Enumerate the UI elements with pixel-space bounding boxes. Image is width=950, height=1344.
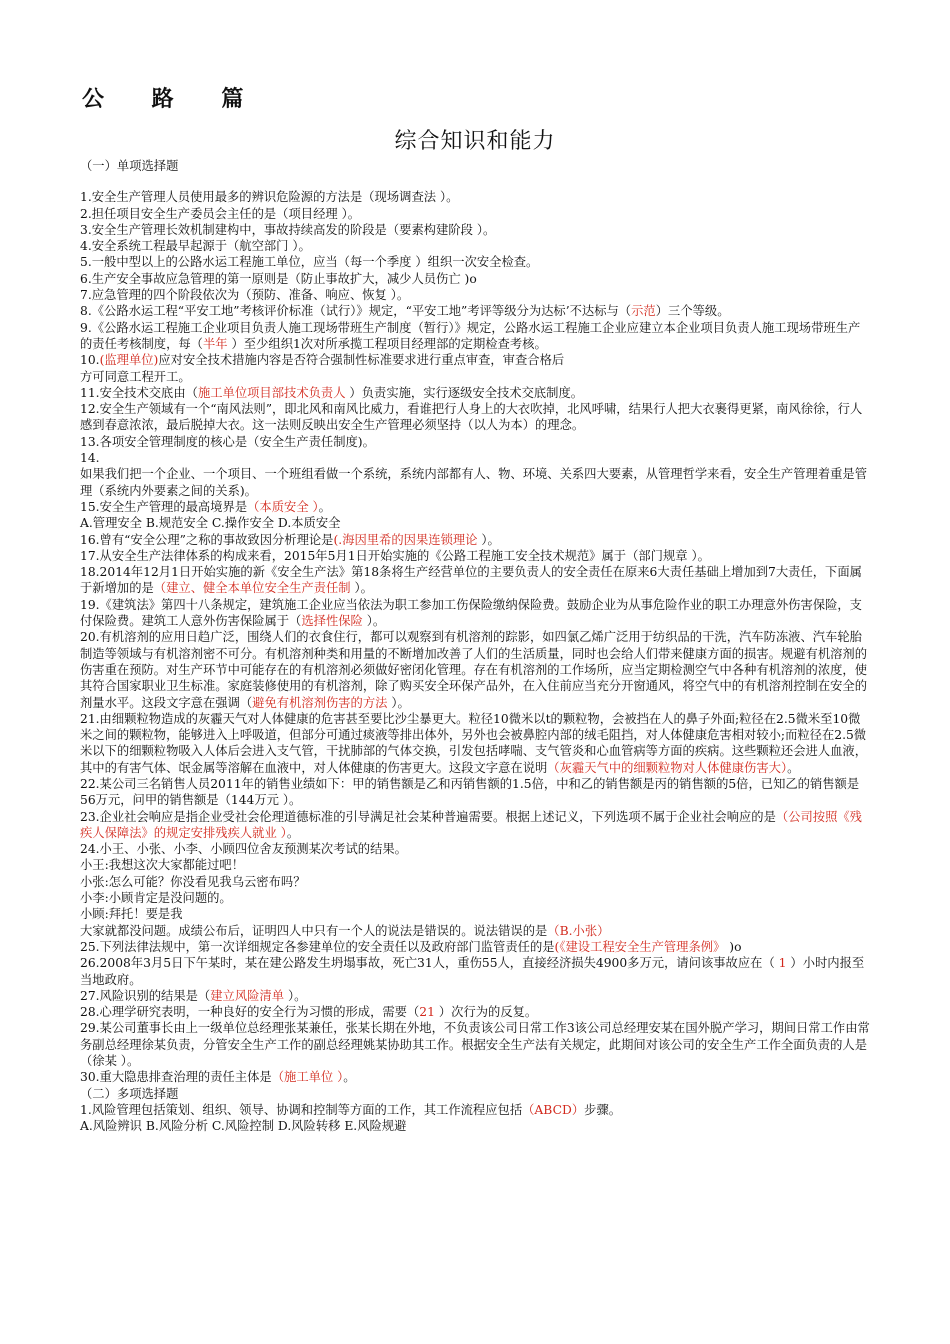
question-10-continued: 方可同意工程开工。 <box>80 369 191 384</box>
question-17: 17.从安全生产法律体系的构成来看，2015年5月1日开始实施的《公路工程施工安全技术规范》属于（部门规章 ）。 <box>80 548 710 563</box>
question-text: 步骤。 <box>584 1102 622 1117</box>
question-21 <box>80 711 870 776</box>
answer-highlight: （ABCD） <box>522 1102 585 1117</box>
question-text: ）。 <box>387 695 410 710</box>
question-text: ）负责实施，实行逐级安全技术交底制度。 <box>345 385 584 400</box>
question-13: 13.各项安全管理制度的核心是（安全生产责任制度)。 <box>80 434 375 449</box>
question-text: 1.风险管理包括策划、组织、领导、协调和控制等方面的工作，其工作流程应包括 <box>80 1102 523 1117</box>
question-text: ）。 <box>362 614 386 629</box>
question-4: 4.安全系统工程最早起源于（航空部门 ）。 <box>80 239 311 254</box>
question-22: 22.某公司三名销售人员2011年的销售业绩如下：甲的销售额是乙和丙销售额的1.5倍，中和乙的销售额是丙的销售额的5倍，已知乙的销售额是56万元，问甲的销售额是（144万元 ）。 <box>80 776 860 808</box>
question-text: 。 <box>318 499 331 514</box>
question-list <box>80 158 870 1135</box>
question-12: 12.安全生产领域有一个“南风法则”，即北风和南风比威力，看谁把行人身上的大衣吹掉，北风呼啸，结果行人把大衣裹得更紧，南风徐徐，行人感到春意浓浓，最后脱掉大衣。这一法则反映出安全生产管理必须坚持（以人为本）的理念。 <box>80 402 863 433</box>
question-text: ）次行为的反复。 <box>434 1005 538 1020</box>
question-text: ）。 <box>284 988 307 1003</box>
question-3: 3.安全生产管理长效机制建构中，事故持续高发的阶段是（要素构建阶段 ）。 <box>80 222 496 237</box>
question-14: 如果我们把一个企业、一个项目、一个班组看做一个系统，系统内部都有人、物、环境、关系四大要素，从管理哲学来看，安全生产管理着重是管理（系统内外要素之间的关系)。 <box>80 467 868 498</box>
question-text: 23.企业社会响应是指企业受社会伦理道德标准的引导满足社会某种普遍需要。根据上述记义，下列选项不属于企业社会响应的是 <box>80 809 776 824</box>
question-18 <box>80 564 870 597</box>
answer-highlight: 21 <box>419 1005 435 1020</box>
question-20 <box>80 629 870 710</box>
question-15-options: A.管理安全 B.规范安全 C.操作安全 D.本质安全 <box>80 516 341 531</box>
answer-highlight: 建立风险清单 <box>210 988 285 1003</box>
question-text: 。 <box>286 825 300 840</box>
question-8 <box>80 303 870 319</box>
question-text: 21.由细颗粒物造成的灰霾天气对人体健康的危害甚至要比沙尘暴更大。粒径10微米以t的颗粒物，会被挡在人的鼻子外面;粒径在2.5微米至10微米之间的颗粒物，能够进入上呼吸道，但部分可通过痰液等排出体外，另外也会被鼻腔内部的绒毛阻挡，对人体健康危害相对较小;而粒径在2.5微米以下的细颗粒物吸入人体后会进入支气管，干扰肺部的气体交换，引发包括哮喘、支气管炎和心血管病等方面的疾病。这些颗粒还会进人血液，其中的有害气体、氓金属等溶解在血液中，对人体健康的伤害更大。这段文字意在说明 <box>80 711 868 775</box>
question-text: ）至少组织1次对所承揽工程项目经理部的定期检查考核。 <box>227 336 547 351</box>
question-text: 30.重大隐患排查治理的责任主体是 <box>80 1070 272 1085</box>
question-text: 大家就都没问题。成绩公布后，证明四人中只有一个人的说法是错误的。说法错误的是 <box>80 923 548 938</box>
answer-highlight: （灰霾天气中的细颗粒物对人体健康伤害大） <box>547 760 788 775</box>
question-text: ）三个等级。 <box>655 304 730 319</box>
question-24: 24.小王、小张、小李、小顾四位舍友预测某次考试的结果。 <box>80 842 407 857</box>
answer-highlight: 选择性保险 <box>301 614 363 629</box>
question-text: 20.有机溶剂的应用日趋广泛，围绕人们的衣食住行，都可以观察到有机溶剂的踪影，如四氯乙烯广泛用于纺织品的干洗，汽车防冻液、汽车轮胎制造等领域与有机溶剂密不可分。有机溶剂种类和用量的不断增加改善了人们的生活质量，同时也会给人们带来健康方面的损害。规避有机溶剂的伤害重在预防。对生产环节中可能存在的有机溶剂必须做好密闭化管理。存在有机溶剂的工作场所，应当定期检测空气中各种有机溶剂的浓度，使其符合国家职业卫生标准。家庭装修使用的有机溶剂，除了购买安全环保产品外，在入住前应当充分开窗通风，将空气中的有机溶剂控制在安全的剂量水平。这段文字意在强调（ <box>80 630 868 710</box>
multi-question-1 <box>80 1102 870 1118</box>
question-30 <box>80 1069 870 1085</box>
question-1: 1.安全生产管理人员使用最多的辨识危险源的方法是（现场调查法 ）。 <box>80 190 459 205</box>
question-14-number: 14. <box>80 451 100 466</box>
answer-highlight: 施工单位项目部技术负责人 <box>197 385 346 400</box>
answer-highlight: 1 <box>778 956 787 971</box>
chapter-heading: 公 路 篇 <box>82 87 264 112</box>
answer-highlight: (监理单位) <box>99 353 159 368</box>
question-29: 29.某公司董事长由上一级单位总经理张某兼任，张某长期在外地，不负责该公司日常工作3该公司总经理安某在国外脱产学习，期间日常工作由常务副总经理徐某负责，分管安全生产工作的副总经理姚某协助其工作。根据安全生产法有关规定，此期间对该公司的安全生产工作全面负责的人是（徐某 ）。 <box>80 1021 870 1069</box>
question-24-line: 小顾:拜托！要是我 <box>80 907 183 922</box>
question-text: 28.心理学研究表明，一种良好的安全行为习惯的形成，需要（ <box>80 1005 420 1020</box>
answer-highlight: （建立、健全本单位安全生产责任制 <box>153 581 351 596</box>
answer-highlight: （公司按照《残疾人保障法》的规定安排残疾人就业 ） <box>80 809 862 840</box>
section-heading-multiple-choice: （二）多项选择题 <box>80 1086 179 1101</box>
question-6: 6.生产安全事故应急管理的第一原则是（防止事故扩大，减少人员伤亡 )o <box>80 271 477 286</box>
question-10 <box>80 352 870 368</box>
answer-highlight: 示范 <box>631 304 656 319</box>
question-text: 8.《公路水运工程“平安工地”考核评价标准（试行）》规定，“平安工地”考评等级分为达标’不达标与（ <box>80 304 632 319</box>
answer-highlight: (《建设工程安全生产管理条例》 <box>554 939 726 954</box>
question-24-line: 小李:小顾肯定是没问题的。 <box>80 891 232 906</box>
question-text: 。 <box>787 760 800 775</box>
question-5: 5.一般中型以上的公路水运工程施工单位，应当（每一个季度 ）组织一次安全检查。 <box>80 255 539 270</box>
question-text: 16.曾有“安全公理”之称的事故致因分析理论是 <box>80 532 334 547</box>
question-25 <box>80 939 870 955</box>
answer-highlight: （本质安全 ） <box>247 499 319 514</box>
question-text: ）。 <box>477 532 500 547</box>
question-27 <box>80 988 870 1004</box>
question-19 <box>80 597 870 630</box>
question-2: 2.担任项目安全生产委员会主任的是（项目经理 ）。 <box>80 206 361 221</box>
answer-highlight: (.海因里希的因果连锁理论 <box>333 532 478 547</box>
section-heading-single-choice: （一）单项选择题 <box>80 159 179 173</box>
document-title: 综合知识和能力 <box>394 129 556 154</box>
question-text: ）。 <box>350 581 373 596</box>
question-24-line: 小张:怎么可能？你没看见我乌云密布吗？ <box>80 874 306 889</box>
answer-highlight: 避免有机溶剂伤害的方法 <box>252 695 388 710</box>
question-text: 26.2008年3月5日下午某时，某在建公路发生坍塌事故，死亡31人，重伤55人，直接经济损失4900多万元，请问该事故应在（ <box>80 956 779 971</box>
question-text: 10. <box>80 353 100 368</box>
answer-highlight: （施工单位 ） <box>271 1070 344 1085</box>
question-11 <box>80 385 870 401</box>
question-24-line <box>80 923 870 939</box>
question-text: 19.《建筑法》第四十八条规定，建筑施工企业应当依法为职工参加工伤保险缴纳保险费。鼓励企业为从事危险作业的职工办理意外伤害保险，支付保险费。建筑工人意外伤害保险属于（ <box>80 597 862 629</box>
question-text: ）小时内报至当地政府。 <box>80 956 865 987</box>
question-24-line: 小王:我想这次大家都能过吧！ <box>80 858 245 873</box>
question-23 <box>80 809 870 842</box>
question-26 <box>80 955 870 988</box>
question-text: 27.风险识别的结果是（ <box>80 988 211 1003</box>
question-text: 15.安全生产管理的最高境界是 <box>80 499 248 514</box>
answer-highlight: 半年 <box>202 336 228 351</box>
question-7: 7.应急管理的四个阶段依次为（预防、准备、响应、恢复 ）。 <box>80 288 410 303</box>
question-15 <box>80 499 870 515</box>
question-text: 。 <box>343 1070 356 1085</box>
question-text: 18.2014年12月1日开始实施的新《安全生产法》第18条将生产经营单位的主要负责人的安全责任在原来6大责任基础上增加到7大责任，下面属于新增加的是 <box>80 565 862 596</box>
question-text: 9.《公路水运工程施工企业项目负责人施工现场带班生产制度（暂行）》规定，公路水运工程施工企业应建立本企业项目负责人施工现场带班生产的责任考核制度，每（ <box>80 320 861 351</box>
question-9 <box>80 320 870 353</box>
question-text: 11.安全技术交底由（ <box>80 385 198 400</box>
question-text: )o <box>725 939 742 954</box>
answer-highlight: （B.小张） <box>547 923 610 938</box>
question-28 <box>80 1004 870 1020</box>
multi-question-1-options: A.风险辨识 B.风险分析 C.风险控制 D.风险转移 E.风险规避 <box>80 1119 407 1134</box>
question-text: 25.下列法律法规中，第一次详细规定各参建单位的安全责任以及政府部门监管责任的是 <box>80 939 555 954</box>
question-text: 应对安全技术措施内容是否符合强制性标准要求进行重点审查，审查合格后 <box>158 353 565 368</box>
question-16 <box>80 532 870 548</box>
